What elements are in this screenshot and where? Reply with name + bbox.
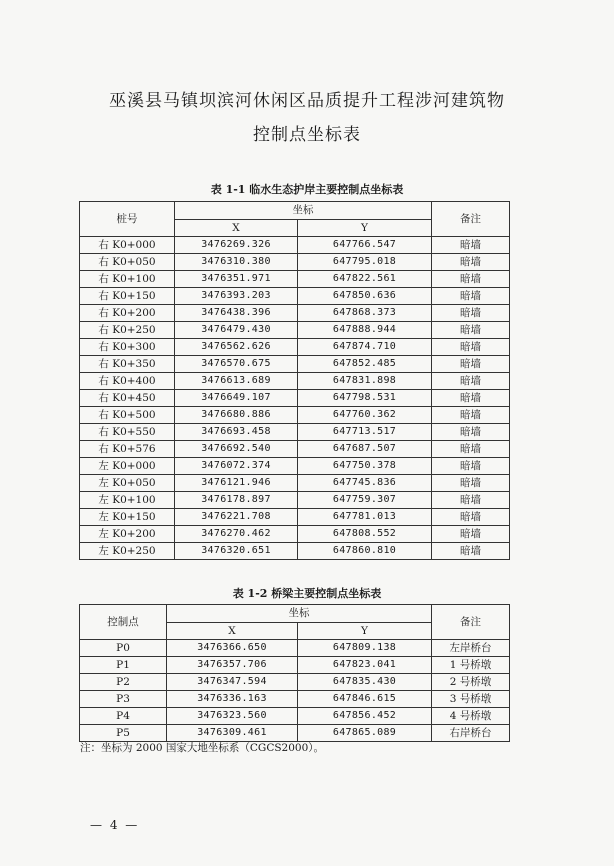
cell-y: 647766.547 [298, 237, 432, 254]
cell-id: 右 K0+576 [80, 441, 175, 458]
cell-y: 647795.018 [298, 254, 432, 271]
cell-x: 3476178.897 [175, 492, 298, 509]
table-row [80, 424, 510, 441]
cell-note: 右岸桥台 [432, 725, 510, 742]
cell-id: 左 K0+200 [80, 526, 175, 543]
cell-note: 暗墙 [432, 509, 510, 526]
cell-id: P4 [80, 708, 167, 725]
table-row [80, 526, 510, 543]
river-bank-control-point-table [79, 201, 510, 560]
cell-id: 左 K0+000 [80, 458, 175, 475]
cell-id: 右 K0+500 [80, 407, 175, 424]
cell-y: 647808.552 [298, 526, 432, 543]
cell-y: 647850.636 [298, 288, 432, 305]
cell-y: 647760.362 [298, 407, 432, 424]
cell-note: 暗墙 [432, 458, 510, 475]
cell-y: 647822.561 [298, 271, 432, 288]
cell-id: P2 [80, 674, 167, 691]
table-row [80, 356, 510, 373]
cell-y: 647781.013 [298, 509, 432, 526]
cell-id: 右 K0+300 [80, 339, 175, 356]
table-row [80, 254, 510, 271]
cell-x: 3476693.458 [175, 424, 298, 441]
cell-note: 暗墙 [432, 390, 510, 407]
cell-note: 暗墙 [432, 492, 510, 509]
cell-x: 3476366.650 [167, 640, 298, 657]
table-row [80, 492, 510, 509]
table-row [80, 339, 510, 356]
cell-y: 647874.710 [298, 339, 432, 356]
cell-note: 暗墙 [432, 407, 510, 424]
cell-x: 3476393.203 [175, 288, 298, 305]
cell-note: 暗墙 [432, 526, 510, 543]
header-station: 桩号 [80, 202, 175, 237]
cell-id: 右 K0+150 [80, 288, 175, 305]
cell-note: 暗墙 [432, 271, 510, 288]
cell-note: 暗墙 [432, 543, 510, 560]
cell-x: 3476613.689 [175, 373, 298, 390]
cell-note: 3 号桥墩 [432, 691, 510, 708]
cell-y: 647835.430 [298, 674, 432, 691]
cell-id: 右 K0+250 [80, 322, 175, 339]
header-x: X [167, 622, 298, 640]
cell-y: 647865.089 [298, 725, 432, 742]
cell-note: 暗墙 [432, 441, 510, 458]
cell-y: 647852.485 [298, 356, 432, 373]
cell-id: 左 K0+050 [80, 475, 175, 492]
cell-x: 3476570.675 [175, 356, 298, 373]
cell-x: 3476072.374 [175, 458, 298, 475]
page-number: — 4 — [90, 818, 140, 832]
table-row [80, 322, 510, 339]
cell-id: 右 K0+550 [80, 424, 175, 441]
table-row [80, 441, 510, 458]
cell-note: 暗墙 [432, 475, 510, 492]
cell-y: 647798.531 [298, 390, 432, 407]
header-point: 控制点 [80, 605, 167, 640]
cell-note: 2 号桥墩 [432, 674, 510, 691]
table-row [80, 305, 510, 322]
table-row [80, 509, 510, 526]
cell-x: 3476320.651 [175, 543, 298, 560]
cell-x: 3476336.163 [167, 691, 298, 708]
cell-note: 1 号桥墩 [432, 657, 510, 674]
document-title-line1: 巫溪县马镇坝滨河休闲区品质提升工程涉河建筑物 [109, 91, 505, 111]
table-row [80, 708, 510, 725]
cell-y: 647823.041 [298, 657, 432, 674]
cell-note: 暗墙 [432, 356, 510, 373]
cell-id: P5 [80, 725, 167, 742]
cell-note: 暗墙 [432, 424, 510, 441]
cell-id: 右 K0+400 [80, 373, 175, 390]
cell-id: 右 K0+200 [80, 305, 175, 322]
table-row [80, 674, 510, 691]
cell-id: P1 [80, 657, 167, 674]
table-row [80, 271, 510, 288]
table-row [80, 390, 510, 407]
cell-x: 3476323.560 [167, 708, 298, 725]
table-row [80, 407, 510, 424]
cell-x: 3476309.461 [167, 725, 298, 742]
cell-y: 647860.810 [298, 543, 432, 560]
cell-note: 暗墙 [432, 254, 510, 271]
cell-note: 4 号桥墩 [432, 708, 510, 725]
document-title-line2: 控制点坐标表 [253, 125, 361, 145]
cell-id: 右 K0+350 [80, 356, 175, 373]
table-row [80, 725, 510, 742]
header-y: Y [298, 219, 432, 237]
header-coord: 坐标 [175, 202, 432, 220]
table-row [80, 288, 510, 305]
table-row [80, 458, 510, 475]
cell-x: 3476692.540 [175, 441, 298, 458]
cell-x: 3476310.380 [175, 254, 298, 271]
cell-y: 647888.944 [298, 322, 432, 339]
cell-x: 3476479.430 [175, 322, 298, 339]
table-row [80, 640, 510, 657]
cell-id: 右 K0+100 [80, 271, 175, 288]
table-row [80, 691, 510, 708]
table-row [80, 543, 510, 560]
cell-x: 3476121.946 [175, 475, 298, 492]
coordinate-system-note: 注：坐标为 2000 国家大地坐标系（CGCS2000）。 [80, 742, 325, 754]
table-row [80, 373, 510, 390]
cell-x: 3476562.626 [175, 339, 298, 356]
cell-y: 647868.373 [298, 305, 432, 322]
table2-caption: 表 1-2 桥梁主要控制点坐标表 [232, 587, 382, 600]
cell-x: 3476649.107 [175, 390, 298, 407]
cell-note: 暗墙 [432, 237, 510, 254]
cell-x: 3476221.708 [175, 509, 298, 526]
cell-note: 暗墙 [432, 305, 510, 322]
table-row [80, 475, 510, 492]
cell-x: 3476680.886 [175, 407, 298, 424]
cell-y: 647687.507 [298, 441, 432, 458]
cell-y: 647831.898 [298, 373, 432, 390]
cell-note: 暗墙 [432, 373, 510, 390]
cell-id: 右 K0+450 [80, 390, 175, 407]
header-x: X [175, 219, 298, 237]
cell-id: 左 K0+250 [80, 543, 175, 560]
table-row [80, 657, 510, 674]
header-note: 备注 [432, 605, 510, 640]
cell-x: 3476438.396 [175, 305, 298, 322]
cell-y: 647809.138 [298, 640, 432, 657]
cell-x: 3476269.326 [175, 237, 298, 254]
cell-x: 3476347.594 [167, 674, 298, 691]
cell-x: 3476357.706 [167, 657, 298, 674]
header-y: Y [298, 622, 432, 640]
cell-y: 647750.378 [298, 458, 432, 475]
header-coord: 坐标 [167, 605, 432, 623]
cell-y: 647713.517 [298, 424, 432, 441]
cell-note: 暗墙 [432, 322, 510, 339]
table1-caption: 表 1-1 临水生态护岸主要控制点坐标表 [210, 183, 404, 196]
cell-x: 3476351.971 [175, 271, 298, 288]
cell-x: 3476270.462 [175, 526, 298, 543]
header-note: 备注 [432, 202, 510, 237]
cell-id: 右 K0+050 [80, 254, 175, 271]
cell-y: 647759.307 [298, 492, 432, 509]
cell-y: 647846.615 [298, 691, 432, 708]
cell-id: 左 K0+100 [80, 492, 175, 509]
cell-y: 647856.452 [298, 708, 432, 725]
cell-id: 右 K0+000 [80, 237, 175, 254]
cell-note: 暗墙 [432, 339, 510, 356]
cell-id: P0 [80, 640, 167, 657]
cell-id: P3 [80, 691, 167, 708]
cell-note: 左岸桥台 [432, 640, 510, 657]
cell-note: 暗墙 [432, 288, 510, 305]
table-row [80, 237, 510, 254]
bridge-control-point-table [79, 604, 510, 742]
cell-id: 左 K0+150 [80, 509, 175, 526]
cell-y: 647745.836 [298, 475, 432, 492]
